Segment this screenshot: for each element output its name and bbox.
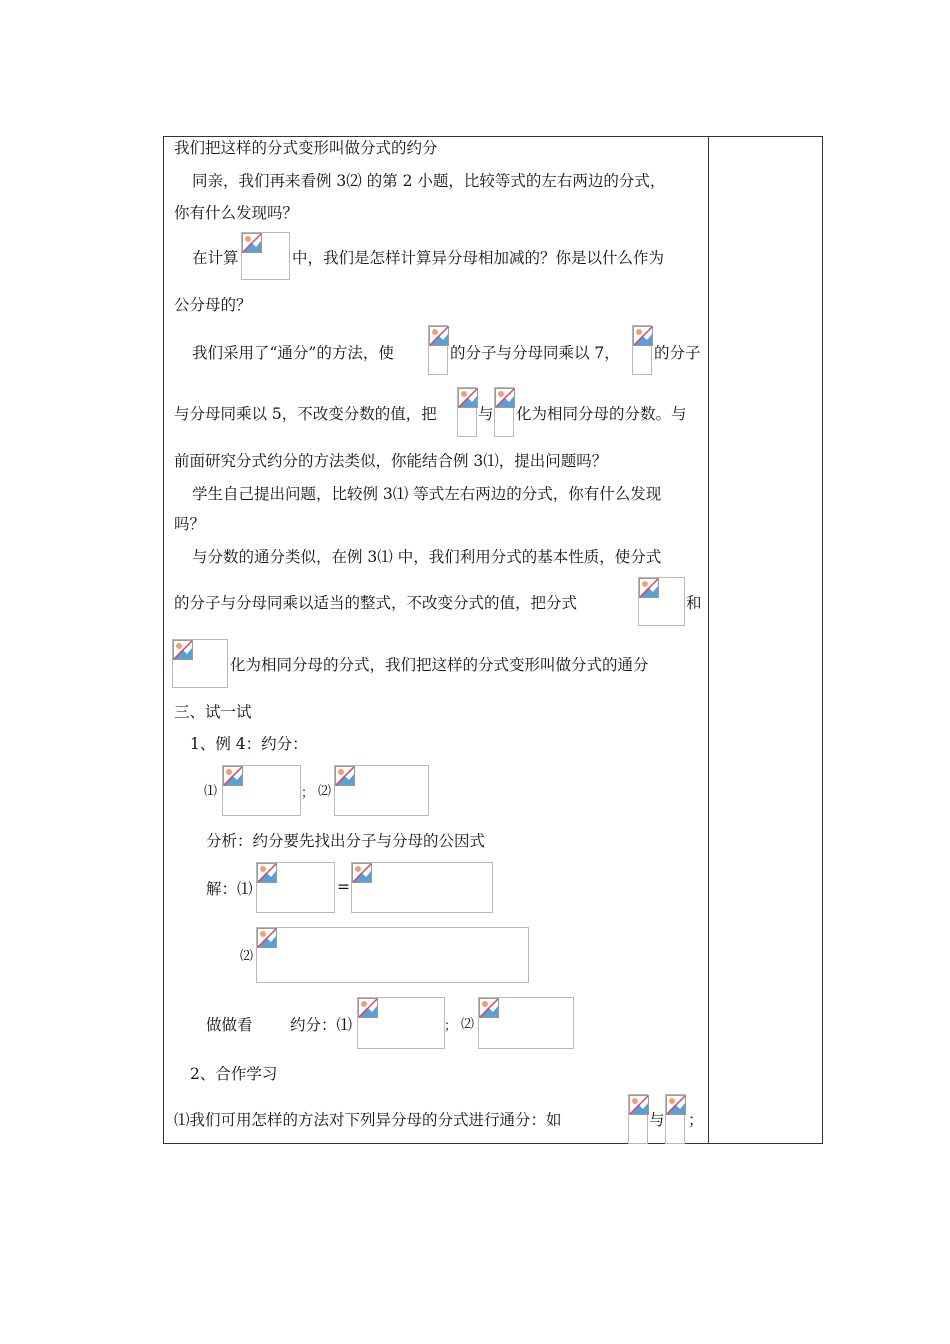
coop-question-1-pre: ⑴我们可用怎样的方法对下列异分母的分式进行通分：如 [174, 1111, 562, 1129]
broken-image-icon [495, 388, 515, 408]
fraction-image [172, 639, 228, 688]
para-4-line-3: 前面研究分式约分的方法类似，你能结合例 3⑴，提出问题吗？ [174, 452, 608, 470]
try-task-label: 约分：⑴ [290, 1016, 353, 1034]
section-heading: 三、试一试 [174, 703, 252, 721]
formula-image [222, 765, 301, 816]
broken-image-icon [257, 863, 277, 883]
para-4-line-2-seg-3: 化为相同分母的分数。与 [516, 405, 687, 423]
broken-image-icon [242, 233, 262, 253]
para-4-seg-1: 我们采用了“通分”的方法，使 [192, 344, 394, 362]
broken-image-icon [335, 766, 355, 786]
try-part-2-label: ⑵ [461, 1017, 475, 1032]
separator: ； [444, 1019, 458, 1034]
para-6-line-1: 与分数的通分类似，在例 3⑴ 中，我们利用分式的基本性质，使分式 [192, 548, 662, 566]
formula-image [256, 862, 335, 913]
table-column-divider [708, 136, 709, 1144]
solution-2-label: ⑵ [240, 949, 254, 964]
fraction-image [632, 325, 652, 375]
formula-image [334, 765, 429, 816]
broken-image-icon [633, 326, 653, 346]
fraction-image [428, 325, 448, 375]
para-2-line-1: 同亲，我们再来看例 3⑵ 的第 2 小题，比较等式的左右两边的分式， [192, 172, 666, 190]
para-5-line-2: 吗？ [174, 515, 206, 533]
para-1: 我们把这样的分式变形叫做分式的约分 [174, 139, 438, 157]
para-3-line-2: 公分母的？ [174, 296, 252, 314]
example-4-part-2-label: ⑵ [318, 784, 332, 799]
formula-image [478, 997, 574, 1049]
para-3-post: 中，我们是怎样计算异分母相加减的？你是以什么作为 [292, 249, 665, 267]
broken-image-icon [257, 928, 277, 948]
fraction-image [628, 1094, 648, 1144]
formula-image [241, 232, 290, 280]
broken-image-icon [223, 766, 243, 786]
formula-image [256, 927, 529, 983]
para-4-seg-2: 的分子与分母同乘以 7， [450, 344, 620, 362]
formula-image [351, 862, 493, 913]
broken-image-icon [429, 326, 449, 346]
broken-image-icon [666, 1095, 686, 1115]
broken-image-icon [173, 640, 193, 660]
para-6-line-3: 化为相同分母的分式，我们把这样的分式变形叫做分式的通分 [230, 656, 649, 674]
para-6-line-2-seg-1: 的分子与分母同乘以适当的整式，不改变分式的值，把分式 [174, 594, 578, 612]
broken-image-icon [352, 863, 372, 883]
solution-1-label: 解：⑴ [206, 880, 253, 898]
fraction-image [665, 1094, 685, 1144]
equals-sign: = [337, 878, 350, 896]
lesson-table [163, 136, 823, 1144]
cooperative-learning-title: 2、合作学习 [190, 1065, 278, 1083]
para-6-line-2-seg-2: 和 [686, 594, 702, 612]
example-4-title: 1、例 4：约分： [190, 735, 308, 753]
para-4-line-2-seg-2: 与 [478, 405, 494, 423]
analysis-text: 分析：约分要先找出分子与分母的公因式 [206, 832, 486, 850]
broken-image-icon [458, 388, 478, 408]
broken-image-icon [479, 998, 499, 1018]
example-4-part-1-label: ⑴ [204, 784, 218, 799]
broken-image-icon [629, 1095, 649, 1115]
fraction-image [457, 387, 477, 437]
fraction-image [638, 577, 685, 626]
para-5-line-1: 学生自己提出问题，比较例 3⑴ 等式左右两边的分式，你有什么发现 [192, 485, 662, 503]
coop-question-1-and: 与 [649, 1111, 665, 1129]
broken-image-icon [358, 998, 378, 1018]
broken-image-icon [639, 578, 659, 598]
try-label: 做做看 [206, 1016, 253, 1034]
separator: ； [301, 786, 315, 801]
coop-question-1-end: ； [688, 1111, 704, 1129]
para-4-line-2-seg-1: 与分母同乘以 5，不改变分数的值，把 [174, 405, 437, 423]
formula-image [357, 997, 445, 1049]
para-3-pre: 在计算 [192, 249, 239, 267]
fraction-image [494, 387, 514, 437]
para-4-seg-3: 的分子 [654, 344, 701, 362]
para-2-line-2: 你有什么发现吗？ [174, 204, 299, 222]
